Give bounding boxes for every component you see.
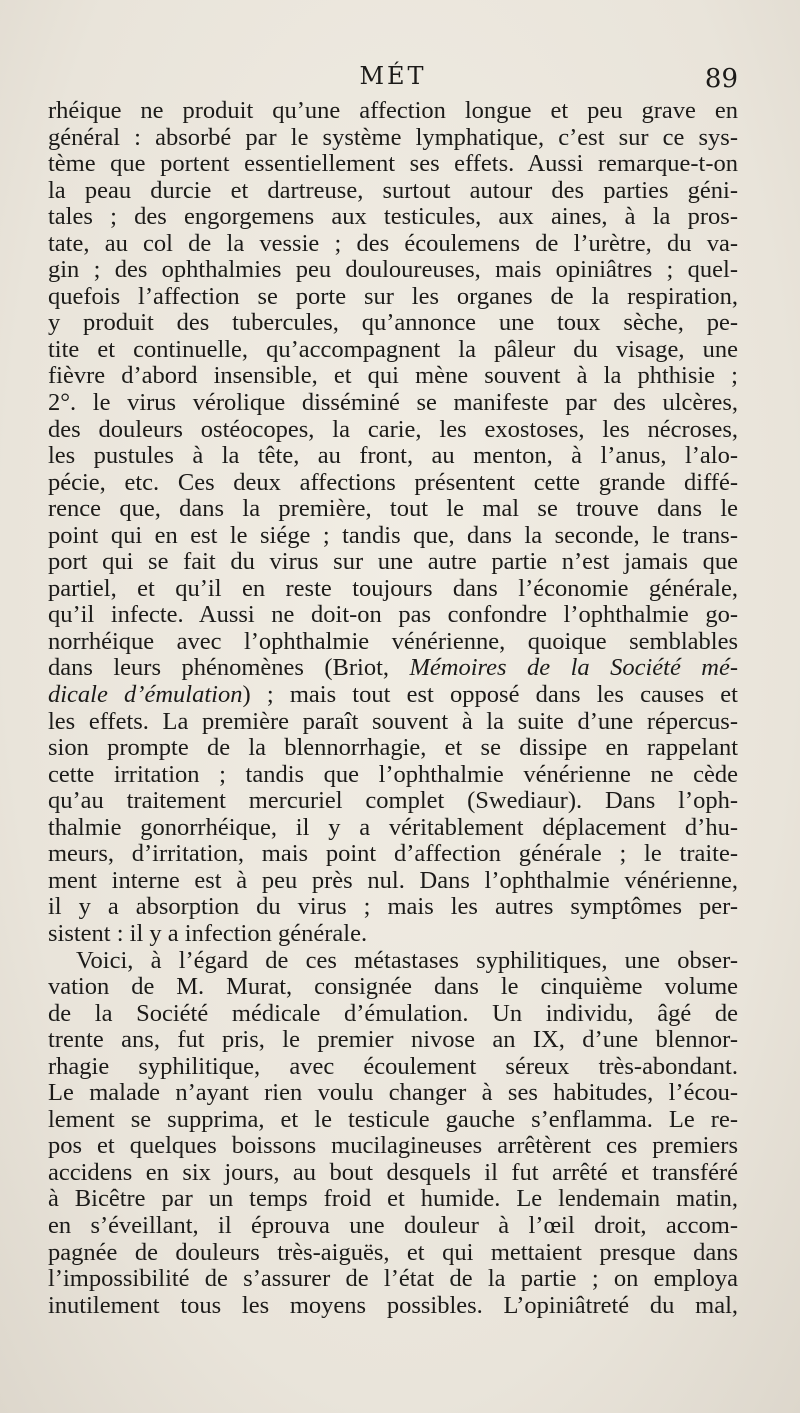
text-line: des douleurs ostéocopes, la carie, les exostoses, les nécroses,	[48, 415, 738, 443]
text-line: qu’il infecte. Aussi ne doit-on pas confondre l’ophthalmie go-	[48, 601, 738, 629]
text-line: thalmie gonorrhéique, il y a véritablement déplacement d’hu-	[48, 813, 738, 841]
text-line: point qui en est le siége ; tandis que, dans la seconde, le trans-	[48, 521, 738, 549]
text-line: gin ; des ophthalmies peu douloureuses, mais opiniâtres ; quel-	[48, 256, 738, 284]
text-line: 2°. le virus vérolique disséminé se manifeste par des ulcères,	[48, 389, 738, 417]
text-line: tales ; des engorgemens aux testicules, aux aines, à la pros-	[48, 203, 738, 231]
text-line: quefois l’affection se porte sur les organes de la respiration,	[48, 282, 738, 310]
text-line: il y a absorption du virus ; mais les autres symptômes per-	[48, 893, 738, 921]
text-line: les effets. La première paraît souvent à la suite d’une répercus-	[48, 707, 738, 735]
text-line: trente ans, fut pris, le premier nivose an IX, d’une blennor-	[48, 1026, 738, 1054]
text-line: partiel, et qu’il en reste toujours dans l’économie générale,	[48, 574, 738, 602]
page-number: 89	[704, 64, 738, 94]
text-line: pos et quelques boissons mucilagineuses arrêtèrent ces premiers	[48, 1132, 738, 1160]
text-line: fièvre d’abord insensible, et qui mène souvent à la phthisie ;	[48, 362, 738, 390]
running-title: MÉT	[359, 62, 427, 90]
text-line: y produit des tubercules, qu’annonce une toux sèche, pe-	[48, 309, 738, 337]
text-line-dicale	[48, 682, 738, 709]
text-line: rhéique ne produit qu’une affection longue et peu grave en	[48, 97, 738, 124]
text-line: l’impossibilité de s’assurer de l’état de la partie ; on employa	[48, 1265, 738, 1293]
text-line: pécie, etc. Ces deux affections présentent cette grande diffé-	[48, 468, 738, 496]
text-line: vation de M. Murat, consignée dans le cinquième volume	[48, 973, 738, 1001]
body-text	[48, 98, 738, 1319]
running-head	[48, 62, 738, 96]
text-line-paragraph-start: Voici, à l’égard de ces métastases syphilitiques, une obser-	[76, 946, 738, 974]
text-line: inutilement tous les moyens possibles. L’opiniâtreté du mal,	[48, 1291, 738, 1319]
emulation-title-italic: dicale d’émulation	[48, 681, 243, 709]
text-line: port qui se fait du virus sur une autre partie n’est jamais que	[48, 548, 738, 576]
text-line-paragraph-end: sistent : il y a infection générale.	[48, 919, 368, 947]
briot-citation: dans leurs phénomènes (Briot,	[48, 654, 410, 682]
text-line: de la Société médicale d’émulation. Un individu, âgé de	[48, 999, 738, 1027]
text-line: ment interne est à peu près nul. Dans l’ophthalmie vénérienne,	[48, 866, 738, 894]
text-line: meurs, d’irritation, mais point d’affection générale ; le traite-	[48, 840, 738, 868]
text-line: rence que, dans la première, tout le mal se trouve dans le	[48, 495, 738, 523]
text-line: en s’éveillant, il éprouva une douleur à l’œil droit, accom-	[48, 1211, 738, 1239]
text-line: à Bicêtre par un temps froid et humide. Le lendemain matin,	[48, 1185, 738, 1213]
text-line: rhagie syphilitique, avec écoulement séreux très-abondant.	[48, 1052, 738, 1080]
text-line: général : absorbé par le système lymphatique, c’est sur ce sys-	[48, 123, 738, 151]
text-line: accidens en six jours, au bout desquels il fut arrêté et transféré	[48, 1158, 738, 1186]
memoires-title-italic: Mémoires de la Société mé-	[409, 654, 738, 682]
text-line: tème que portent essentiellement ses effets. Aussi remarque-t-on	[48, 150, 738, 178]
text-line: tate, au col de la vessie ; des écoulemens de l’urètre, du va-	[48, 229, 738, 257]
text-line: tite et continuelle, qu’accompagnent la pâleur du visage, une	[48, 335, 738, 363]
text-line: cette irritation ; tandis que l’ophthalmie vénérienne ne cède	[48, 760, 738, 788]
text-line: sion prompte de la blennorrhagie, et se dissipe en rappelant	[48, 734, 738, 762]
causes-text: ) ; mais tout est opposé dans les causes et	[242, 681, 738, 709]
text-line: la peau durcie et dartreuse, surtout autour des parties géni-	[48, 176, 738, 204]
text-line: pagnée de douleurs très-aiguës, et qui mettaient presque dans	[48, 1238, 738, 1266]
text-line: norrhéique avec l’ophthalmie vénérienne, quoique semblables	[48, 627, 738, 655]
text-line: Le malade n’ayant rien voulu changer à ses habitudes, l’écou-	[48, 1079, 738, 1107]
text-line: les pustules à la tête, au front, au menton, à l’anus, l’alo-	[48, 442, 738, 470]
text-line: lement se supprima, et le testicule gauche s’enflamma. Le re-	[48, 1105, 738, 1133]
text-line: qu’au traitement mercuriel complet (Swediaur). Dans l’oph-	[48, 787, 738, 815]
text-line-briot	[48, 655, 738, 682]
